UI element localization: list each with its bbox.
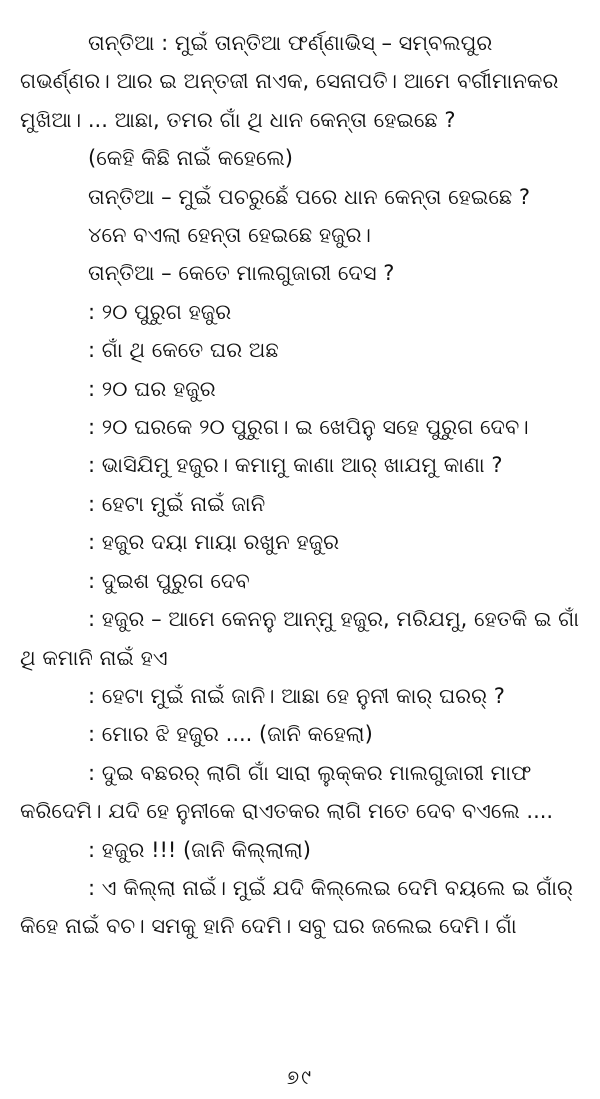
paragraph: : ୨୦ ଘରକେ ୨୦ ପୁରୁଗ। ଇ ଖେପିନୁ ସହେ ପୁରୁଗ ଦେବ। (88, 415, 529, 440)
paragraph: : ୨୦ ଘର ହଜୁର (88, 376, 216, 401)
paragraph: : ହଜୁର !!! (ଜାନି କିଲ୍ଲାଲା) (88, 837, 311, 862)
paragraph: : ଦୁଇ ବଛରର୍ ଲାଗି ଗାଁ ସାରା ଲୁକ୍କର ମାଲଗୁଜାରୀ ମାଫ କରିଦେମି। ଯଦି ହେ ନୁନୀକେ ରାଏତକର ଲାଗି ମତେ ଦେବ ବଏଲେ .... (20, 760, 554, 824)
paragraph: ତାନ୍ତିଆ – ମୁଇଁ ପଚରୁଛେଁ ପରେ ଧାନ କେନ୍ତା ହେଇଛେ ? (88, 184, 530, 209)
dialogue-text-block (20, 24, 586, 946)
paragraph: : ଭାସିଯିମୁ ହଜୁର। କମାମୁ କାଣା ଆର୍ ଖାଯମୁ କାଣା ? (88, 453, 503, 478)
paragraph: ୪ନେ ବଏଲା ହେନ୍ତା ହେଇଛେ ହଜୁର। (88, 223, 372, 248)
paragraph: (କେହି କିଛି ନାଇଁ କହେଲେ) (88, 146, 293, 171)
paragraph: : ହଜୁର – ଆମେ କେନନୁ ଆନ୍‌ମୁ ହଜୁର, ମରିଯମୁ, ହେତକି ଇ ଗାଁ ଥି କମାନି ନାଇଁ ହଏ (20, 607, 580, 670)
paragraph: : ମୋର ଝି ହଜୁର .... (ଜାନି କହେଲା) (88, 722, 373, 747)
paragraph: : ହଜୁର ଦୟା ମାୟା ରଖୁନ ହଜୁର (88, 530, 340, 555)
paragraph: : ଗାଁ ଥି କେତେ ଘର ଅଛ (88, 338, 279, 363)
paragraph: : ଏ କିଲ୍ଲା ନାଇଁ। ମୁଇଁ ଯଦି କିଲ୍ଲେଇ ଦେମି ବୟଲେ ଇ ଗାଁର୍ କିହେ ନାଇଁ ବଚ। ସମକୁ ହାନି ଦେମି। ସବୁ ଘର ଜଲେଇ ଦେମି। ଗାଁ (20, 875, 573, 939)
paragraph: : ହେଟା ମୁଇଁ ନାଇଁ ଜାନି (88, 491, 266, 516)
paragraph: : ୨୦ ପୁରୁଗ ହଜୁର (88, 299, 232, 324)
paragraph: ତାନ୍ତିଆ – କେତେ ମାଲଗୁଜାରୀ ଦେସ ? (88, 261, 395, 286)
paragraph: : ହେଟା ମୁଇଁ ନାଇଁ ଜାନି। ଆଛା ହେ ନୁନୀ କାର୍ ଘରର୍ ? (88, 683, 505, 708)
paragraph: : ଦୁଇଶ ପୁରୁଗ ଦେବ (88, 568, 250, 593)
paragraph: ତାନ୍ତିଆ : ମୁଇଁ ତାନ୍ତିଆ ଫର୍ଣ୍ଣାଭିସ୍ – ସମ୍ବଲପୁର ଗଭର୍ଣ୍ଣର। ଆର ଇ ଅନ୍ତଜୀ ନାଏକ, ସେନାପତି। ଆମେ ବର୍ଗୀମାନକର ମୁଖିଆ। ... ଆଛା, ତମର ଗାଁ ଥି ଧାନ କେନ୍ତା ହେଇଛେ ? (20, 31, 559, 132)
page-number: ୭୯ (286, 1065, 314, 1089)
